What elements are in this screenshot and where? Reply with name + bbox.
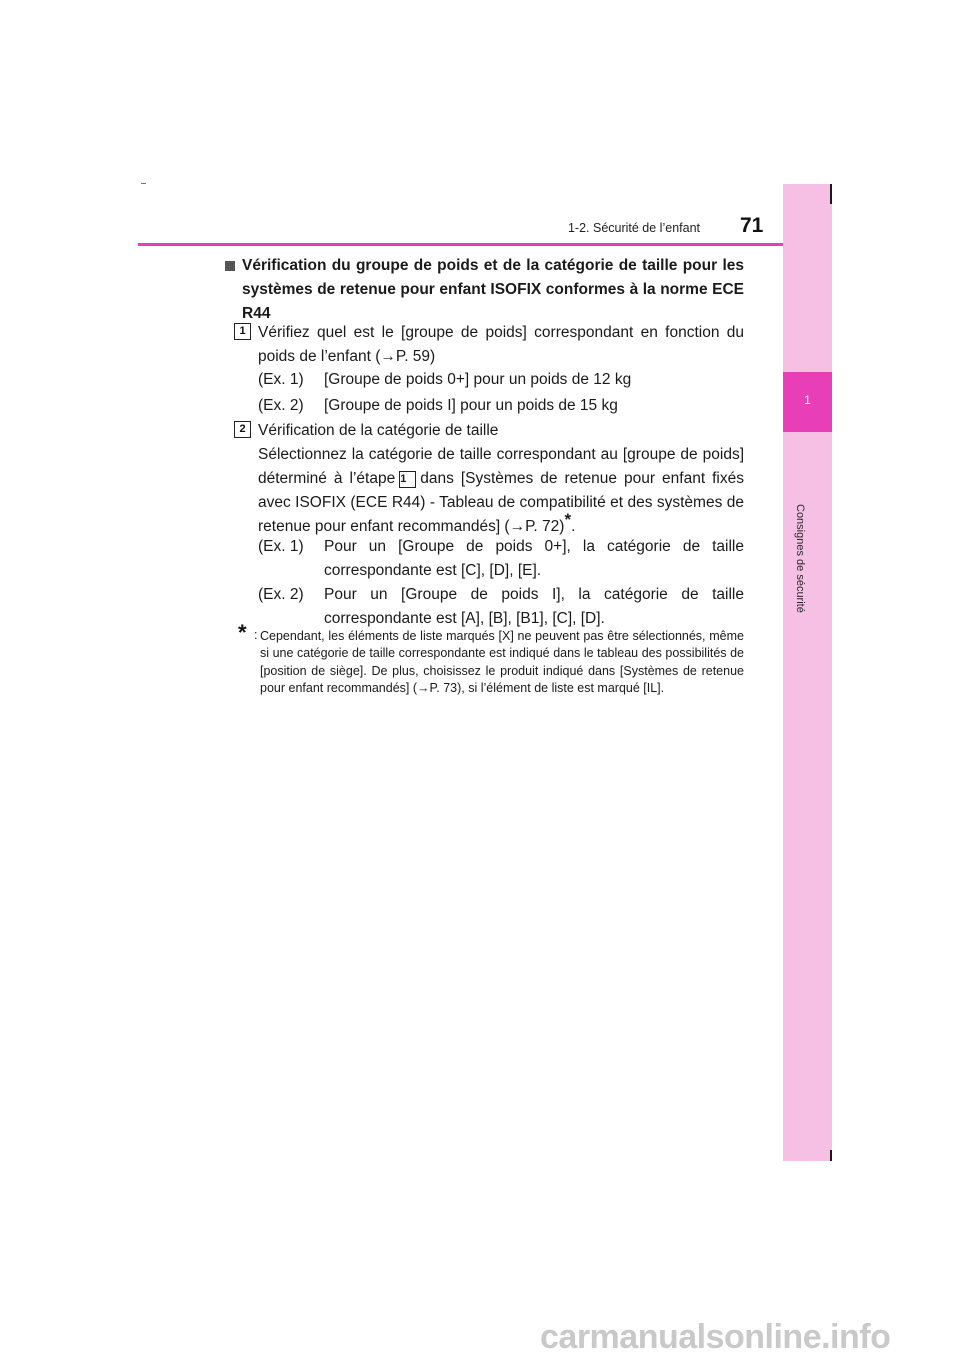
step1-text: Vérifiez quel est le [groupe de poids] correspondant en fonction du poids de l’enfant (→P. 59) [258, 324, 744, 365]
example-label: (Ex. 2) [258, 397, 304, 414]
step1-example-2 [258, 394, 618, 418]
step-number-1: 1 [234, 323, 251, 340]
example-label: (Ex. 1) [258, 371, 304, 388]
section-heading: Vérification du groupe de poids et de la catégorie de taille pour les systèmes de retenue pour enfant ISOFIX conformes à la norme ECE R44 [242, 257, 744, 322]
step2-body-part2: dans [Systèmes de retenue pour enfant fixés avec ISOFIX (ECE R44) - Tableau de compatibilité et des systèmes de retenue pour enfant recommandés] (→P. 72) [258, 470, 744, 535]
example-label: (Ex. 2) [258, 586, 304, 603]
heading-bullet-icon [225, 261, 235, 271]
step2-body-part1: Sélectionnez la catégorie de taille correspondant au [groupe de poids] déterminé à l’étape [258, 446, 744, 487]
example-text: [Groupe de poids 0+] pour un poids de 12 kg [324, 371, 632, 388]
crop-mark-top [830, 184, 832, 204]
section-header: 1-2. Sécurité de l’enfant [567, 221, 700, 235]
page-number: 71 [740, 214, 764, 237]
asterisk-ref: * [564, 509, 572, 529]
example-text: Pour un [Groupe de poids I], la catégorie de taille correspondante est [A], [B], [B1], [C], [D]. [324, 586, 744, 627]
print-mark [141, 183, 146, 184]
example-label: (Ex. 1) [258, 538, 304, 555]
chapter-number: 1 [804, 393, 811, 407]
step-number-2: 2 [234, 421, 251, 438]
footnote-marker: * [238, 620, 247, 645]
example-text: Pour un [Groupe de poids 0+], la catégorie de taille correspondante est [C], [D], [E]. [324, 538, 744, 579]
step2-example-1 [258, 535, 744, 583]
step2-body [258, 443, 744, 539]
step-ref-1: 1 [399, 471, 416, 488]
chapter-title: Consignes de sécurité [794, 504, 806, 613]
footnote-colon: : [254, 628, 258, 642]
chapter-side-tab [783, 184, 832, 1161]
step2-body-end: . [571, 518, 576, 535]
crop-mark-bottom [830, 1150, 832, 1161]
watermark-text: carmanualsonline.info [540, 1318, 891, 1356]
header-rule [138, 243, 831, 246]
step2-example-2 [258, 583, 744, 631]
step2-title: Vérification de la catégorie de taille [258, 422, 499, 439]
example-text: [Groupe de poids I] pour un poids de 15 kg [324, 397, 618, 414]
footnote-text: Cependant, les éléments de liste marqués [X] ne peuvent pas être sélectionnés, même si une catégorie de taille correspondante est indiqué dans le tableau des possibilités de [position de siège]. De plus, choisissez le produit indiqué dans [Systèmes de retenue pour enfant recommandés] (→P. 73), si l’élément de liste est marqué [IL]. [260, 629, 744, 695]
step1-example-1 [258, 368, 631, 392]
